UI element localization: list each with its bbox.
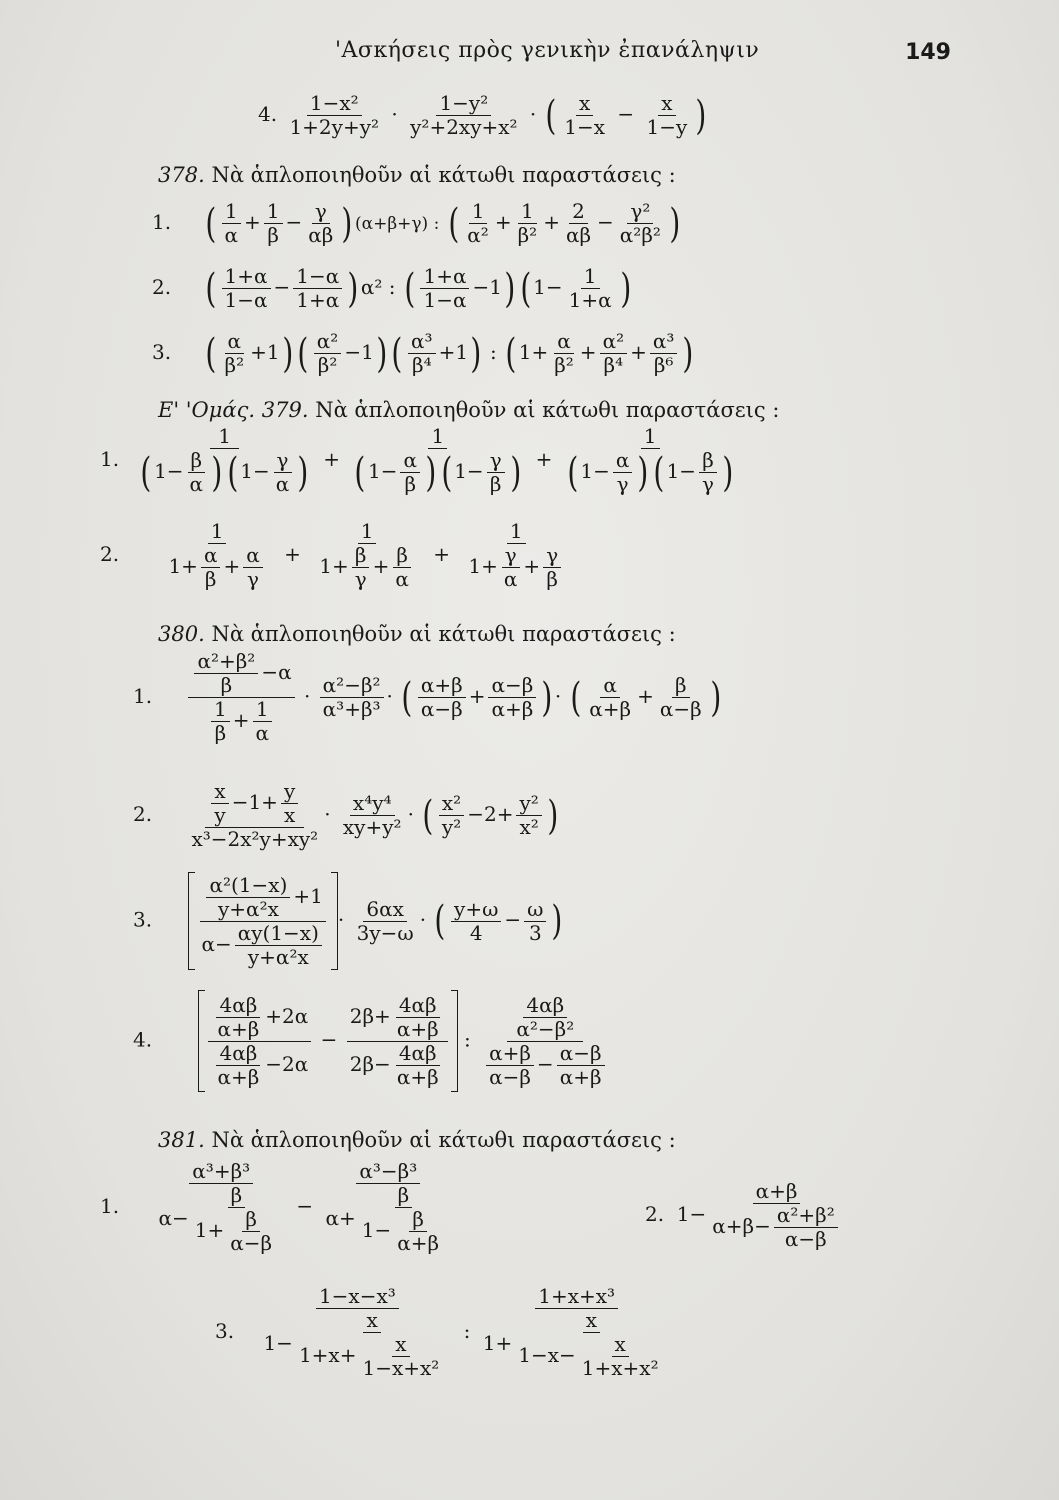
exercise-instruction: Νὰ ἁπλοποιηθοῦν αἱ κάτωθι παραστάσεις : bbox=[211, 1128, 676, 1152]
exercise-378-heading bbox=[158, 163, 676, 187]
exercise-378-1: 1. ( $\frac{1}{\alpha}$ + $\frac{1}{\beta}$ − $\frac{\gamma}{\alpha\beta}$ ) (α+β+γ) : ( $\frac{1}{\text{α²}}$ + $\frac{1}{\text{β²}}$ + $\frac{2}{\alpha\beta}$ − $\frac{\text{γ²}}{\text{α²β²}}$ ) bbox=[152, 199, 681, 247]
item-number: 1. bbox=[100, 1194, 120, 1218]
exercise-380-heading bbox=[158, 622, 676, 646]
item-number: 2. bbox=[133, 802, 153, 826]
exercise-379-2: 2. 1 1+ $\frac{\alpha}{\beta}$ + $\frac{\alpha}{\gamma}$ + 1 1+ $\frac{\beta}{\gamma}$ + $\frac{\beta}{\alpha}$ + 1 1+ $\frac{\gamma}{\alpha}$ + $\frac{\gamma}{\beta}$ bbox=[100, 520, 570, 591]
exercise-381-2: 2. 1− α+β α+β− $\frac{\text{α²+β²}}{\alpha-\beta}$ bbox=[645, 1180, 847, 1251]
item-number: 2. bbox=[152, 275, 172, 299]
item-number: 4. bbox=[133, 1027, 153, 1052]
item-number: 2. bbox=[100, 542, 120, 566]
exercise-380-1: 1. $\frac{\text{α²+β²}}{\beta}$ −α $\frac{1}{\beta}$ + $\frac{1}{\alpha}$ · $\frac{\text{α²−β²}}{\text{α³+β³}}$ · ( $\frac{\alpha+\beta}{\alpha-\beta}$ + $\frac{\alpha-\beta}{\alpha+\beta}$ ) · ( $\frac{\alpha}{\alpha+\beta}$ + $\frac{\beta}{\alpha-\beta}$ ) bbox=[133, 649, 721, 745]
exercise-number: 378. bbox=[158, 163, 205, 187]
exercise-377-4: 4. $\frac{\text{1−x²}}{\text{1+2y+y²}}$ · $\frac{\text{1−y²}}{\text{y²+2xy+x²}}$ · ( $\frac{x}{1-x}$ − $\frac{x}{1-y}$ ) bbox=[258, 91, 707, 139]
exercise-380-2: 2. $\frac{x}{y}$ −1+ $\frac{y}{x}$ x³−2x²y+xy² · $\frac{\text{x⁴y⁴}}{\text{xy+y²}}$ · ( $\frac{\text{x²}}{\text{y²}}$ −2+ $\frac{\text{y²}}{\text{x²}}$ ) bbox=[133, 779, 559, 851]
exercise-number: 381. bbox=[158, 1128, 205, 1152]
item-number: 1. bbox=[152, 210, 172, 234]
exercise-instruction: Νὰ ἁπλοποιηθοῦν αἱ κάτωθι παραστάσεις : bbox=[211, 622, 676, 646]
exercise-379-heading bbox=[158, 398, 779, 422]
page-header bbox=[0, 38, 1059, 68]
item-number: 3. bbox=[152, 340, 172, 364]
page-number: 149 bbox=[905, 40, 951, 65]
exercise-381-3: 3. 1−x−x³ 1− x 1+x+ $\frac{x}{\text{1−x+x²}}$ : 1+x+x³ 1+ x 1−x− $\frac{x}{\text{1+x+x²}}$ bbox=[215, 1284, 659, 1380]
item-number: 2. bbox=[645, 1202, 665, 1226]
exercise-378-3: 3. ( $\frac{\alpha}{\text{β²}}$ +1) ( $\frac{\text{α²}}{\text{β²}}$ −1) ( $\frac{\text{α³}}{\text{β⁴}}$ +1) : ( 1+ $\frac{\alpha}{\text{β²}}$ + $\frac{\text{α²}}{\text{β⁴}}$ + $\frac{\text{α³}}{\text{β⁶}}$ ) bbox=[152, 329, 694, 377]
exercise-380-4: 4. $\frac{4\alpha\beta}{\alpha+\beta}$ +2α $\frac{4\alpha\beta}{\alpha+\beta}$ −2α − 2β+ $\frac{4\alpha\beta}{\alpha+\beta}$ 2β− $\frac{4\alpha\beta}{\alpha+\beta}$ : $\frac{4\alpha\beta}{\text{α²−β²}}$ $\frac{\alpha+\beta}{\alpha-\beta}$ − $\frac{\alpha-\beta}{\alpha+\beta}$ bbox=[133, 990, 614, 1092]
exercise-381-heading bbox=[158, 1128, 676, 1152]
exercise-instruction: Νὰ ἁπλοποιηθοῦν αἱ κάτωθι παραστάσεις : bbox=[315, 398, 780, 422]
exercise-number: 380. bbox=[158, 622, 205, 646]
item-number: 4. bbox=[258, 102, 278, 126]
exercise-381-1: 1. α³+β³ α− β 1+ $\frac{\beta}{\alpha-\beta}$ − α³−β³ α+ β 1− $\frac{\beta}{\alpha+\beta}$ bbox=[100, 1159, 440, 1255]
exercise-379-1: 1. 1 ( 1− $\frac{\beta}{\alpha}$ ) ( 1− $\frac{\gamma}{\alpha}$ ) + 1 ( 1− $\frac{\alpha}{\beta}$ ) ( 1− $\frac{\gamma}{\beta}$ ) + 1 ( 1− $\frac{\alpha}{\gamma}$ ) ( 1− $\frac{\beta}{\gamma}$ ) bbox=[100, 424, 734, 496]
exercise-380-3: 3. $\frac{\text{α²(1−x)}}{\text{y+α²x}}$ +1 α− $\frac{\alpha y(1-x)}{\text{y+α²x}}$ · $\frac{6\alpha x}{3y-\omega}$ · ( $\frac{y+\omega}{4}$ − $\frac{\omega}{3}$ ) bbox=[133, 872, 563, 969]
group-label: Ε' 'Ομάς. bbox=[158, 398, 256, 422]
running-title: 'Ασκήσεις πρὸς γενικὴν ἐπανάληψιν bbox=[335, 38, 760, 63]
exercise-instruction: Νὰ ἁπλοποιηθοῦν αἱ κάτωθι παραστάσεις : bbox=[211, 163, 676, 187]
exercise-378-2: 2. ( $\frac{1+\alpha}{1-\alpha}$ − $\frac{1-\alpha}{1+\alpha}$ ) α² : ( $\frac{1+\alpha}{1-\alpha}$ −1) ( 1− $\frac{1}{1+\alpha}$ ) bbox=[152, 264, 631, 312]
item-number: 1. bbox=[133, 684, 153, 708]
exercise-number: 379. bbox=[261, 398, 309, 422]
item-number: 3. bbox=[215, 1319, 235, 1343]
item-number: 3. bbox=[133, 907, 153, 932]
item-number: 1. bbox=[100, 447, 120, 471]
